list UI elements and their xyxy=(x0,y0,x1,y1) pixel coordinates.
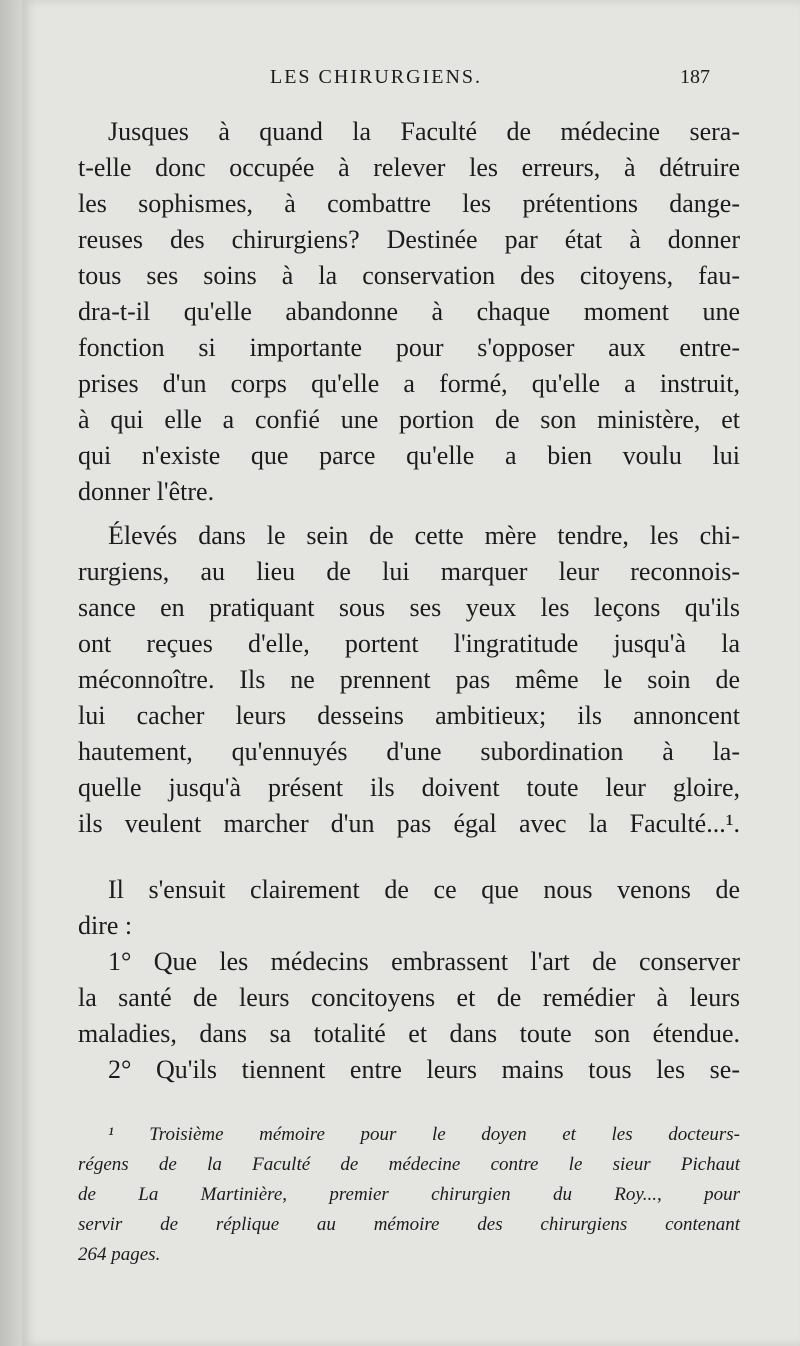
text-line: donner l'être. xyxy=(78,477,215,506)
text-line: à qui elle a confié une portion de son ministère, et xyxy=(78,405,740,434)
text-line: sance en pratiquant sous ses yeux les leçons qu'ils xyxy=(78,593,740,622)
text-line: ont reçues d'elle, portent l'ingratitude jusqu'à la xyxy=(78,629,740,658)
text-line: rurgiens, au lieu de lui marquer leur reconnois- xyxy=(78,557,740,586)
text-line: tous ses soins à la conservation des citoyens, fau- xyxy=(78,261,740,290)
text-line: ils veulent marcher d'un pas égal avec la Faculté...¹. xyxy=(78,809,740,838)
text-line: Il s'ensuit clairement de ce que nous venons de xyxy=(108,875,740,904)
text-line: t-elle donc occupée à relever les erreurs, à détruire xyxy=(78,153,740,182)
footnote-line: ¹ Troisième mémoire pour le doyen et les docteurs- xyxy=(108,1124,740,1145)
text-line: lui cacher leurs desseins ambitieux; ils annoncent xyxy=(78,701,740,730)
paragraph-2 xyxy=(78,518,740,842)
text-line: les sophismes, à combattre les prétentions dange- xyxy=(78,189,740,218)
text-line: dra-t-il qu'elle abandonne à chaque moment une xyxy=(78,297,740,326)
paragraph-5 xyxy=(78,1052,740,1088)
text-line: dire : xyxy=(78,911,133,940)
text-line: méconnoître. Ils ne prennent pas même le soin de xyxy=(78,665,740,694)
text-line: 2° Qu'ils tiennent entre leurs mains tous les se- xyxy=(108,1055,740,1084)
text-line: la santé de leurs concitoyens et de remédier à leurs xyxy=(78,983,740,1012)
page-number: 187 xyxy=(680,66,710,88)
book-gutter-edge xyxy=(0,0,22,1346)
text-line: fonction si importante pour s'opposer aux entre- xyxy=(78,333,740,362)
paragraph-4 xyxy=(78,944,740,1052)
text-line: hautement, qu'ennuyés d'une subordination à la- xyxy=(78,737,740,766)
footnote-line: servir de réplique au mémoire des chirurgiens contenant xyxy=(78,1214,740,1235)
running-head: LES CHIRURGIENS. xyxy=(270,66,483,88)
text-line: maladies, dans sa totalité et dans toute son étendue. xyxy=(78,1019,740,1048)
text-line: 1° Que les médecins embrassent l'art de conserver xyxy=(108,947,740,976)
text-line: prises d'un corps qu'elle a formé, qu'elle a instruit, xyxy=(78,369,740,398)
text-line: qui n'existe que parce qu'elle a bien voulu lui xyxy=(78,441,740,470)
footnote xyxy=(78,1120,740,1270)
paragraph-1 xyxy=(78,114,740,510)
text-line: reuses des chirurgiens? Destinée par état à donner xyxy=(78,225,740,254)
text-line: quelle jusqu'à présent ils doivent toute leur gloire, xyxy=(78,773,740,802)
paragraph-3 xyxy=(78,872,740,944)
text-line: Élevés dans le sein de cette mère tendre, les chi- xyxy=(108,521,740,550)
footnote-line: de La Martinière, premier chirurgien du Roy..., pour xyxy=(78,1184,740,1205)
footnote-line: régens de la Faculté de médecine contre le sieur Pichaut xyxy=(78,1154,740,1175)
text-line: Jusques à quand la Faculté de médecine sera- xyxy=(108,117,740,146)
footnote-line: 264 pages. xyxy=(78,1244,161,1265)
